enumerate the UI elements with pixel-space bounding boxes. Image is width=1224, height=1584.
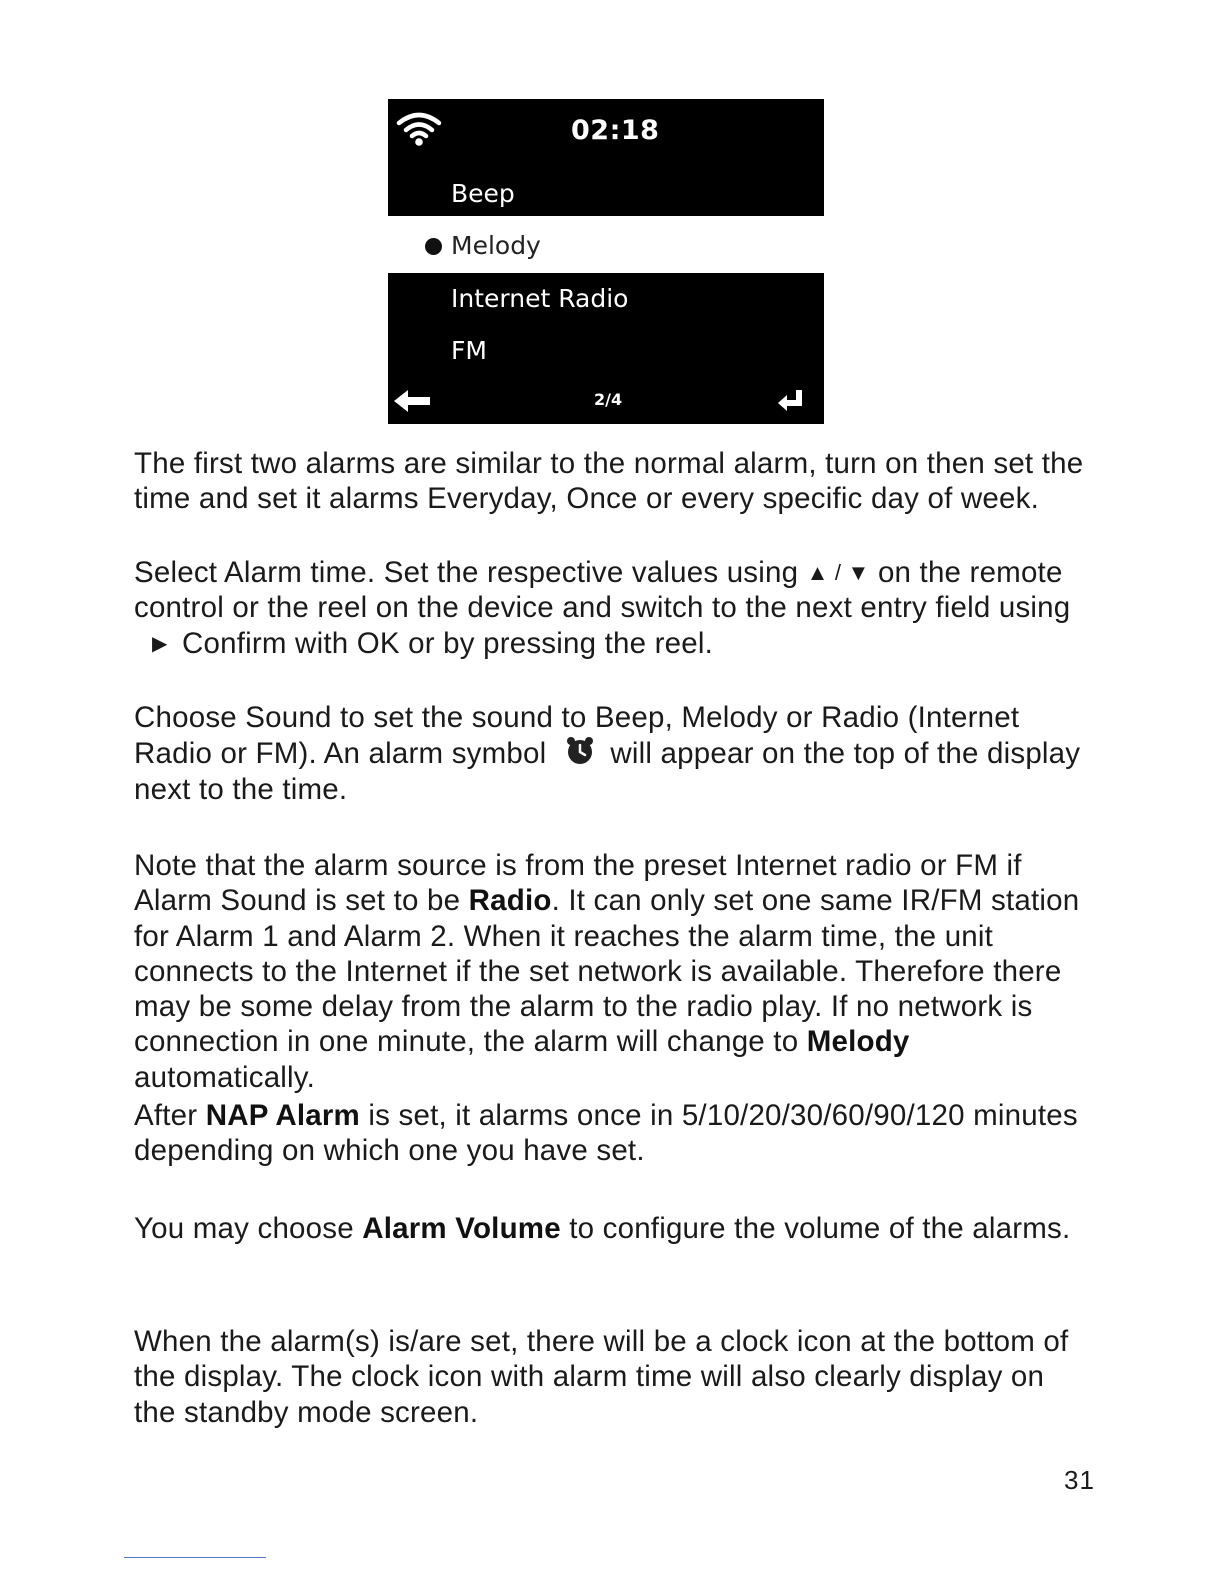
paragraph-alarms-intro: The first two alarms are similar to the normal alarm, turn on then set the time and set it alarms Everyday, Once or every specific day of week. bbox=[134, 447, 1084, 516]
paragraph-alarm-source-note bbox=[134, 848, 1084, 1095]
paragraph-select-alarm-time bbox=[134, 555, 1084, 662]
bold-term-melody: Melody bbox=[806, 1025, 910, 1059]
text-segment: Note that the alarm source is from the preset Internet radio or FM if Alarm Sound is set to be bbox=[134, 849, 1022, 918]
device-screen-figure bbox=[388, 99, 824, 424]
text-segment: on the remote control or the reel on the device and switch to the next entry field using bbox=[134, 556, 1071, 625]
paragraph-nap-alarm bbox=[134, 1098, 1084, 1169]
bold-term-nap-alarm: NAP Alarm bbox=[205, 1099, 360, 1132]
bold-term-radio: Radio bbox=[468, 884, 552, 918]
selected-bullet-icon bbox=[425, 238, 442, 255]
up-down-arrows-icon: ▲ / ▼ bbox=[806, 560, 870, 585]
text-segment: You may choose bbox=[134, 1212, 354, 1245]
paragraph-choose-sound bbox=[134, 700, 1084, 807]
paragraph-alarm-volume bbox=[134, 1211, 1084, 1246]
text-segment: will appear on the top of the display next to the time. bbox=[134, 737, 1081, 806]
menu-item-beep[interactable]: Beep bbox=[451, 179, 515, 208]
menu-item-melody[interactable]: Melody bbox=[451, 231, 541, 260]
text-segment: automatically. bbox=[134, 1060, 315, 1094]
screen-time: 02:18 bbox=[571, 115, 660, 146]
text-segment: is set, it alarms once in 5/10/20/30/60/90/120 minutes depending on which one you have set. bbox=[134, 1099, 1078, 1168]
text-segment: Choose Sound to set the sound to Beep, Melody or Radio (Internet Radio or FM). An alarm symbol bbox=[134, 701, 1020, 771]
page-indicator: 2/4 bbox=[594, 390, 623, 409]
paragraph-clock-icon: When the alarm(s) is/are set, there will be a clock icon at the bottom of the display. The clock icon with alarm time will also clearly display on the standby mode screen. bbox=[134, 1325, 1069, 1429]
back-arrow-icon[interactable] bbox=[394, 389, 432, 413]
text-segment: to configure the volume of the alarms. bbox=[569, 1212, 1071, 1245]
enter-icon[interactable] bbox=[778, 388, 804, 412]
alarm-clock-icon bbox=[564, 735, 596, 767]
bold-term-alarm-volume: Alarm Volume bbox=[362, 1212, 561, 1245]
wifi-icon bbox=[396, 111, 442, 147]
text-segment: Select Alarm time. Set the respective values using bbox=[134, 556, 799, 589]
text-segment: Confirm with OK or by pressing the reel. bbox=[182, 626, 714, 660]
text-segment: After bbox=[134, 1099, 198, 1132]
menu-item-fm[interactable]: FM bbox=[451, 336, 487, 365]
page-number: 31 bbox=[1064, 1465, 1095, 1495]
right-arrow-icon: ▶ bbox=[152, 632, 168, 655]
footer-divider bbox=[124, 1557, 266, 1558]
menu-item-internet-radio[interactable]: Internet Radio bbox=[451, 284, 629, 313]
text-segment: . It can only set one same IR/FM station for Alarm 1 and Alarm 2. When it reaches the alarm time, the unit connects to the Internet if the set network is available. Therefore there may be some delay from the alarm to the radio play. If no network is connection in one minute, the alarm will change to bbox=[134, 884, 1080, 1059]
